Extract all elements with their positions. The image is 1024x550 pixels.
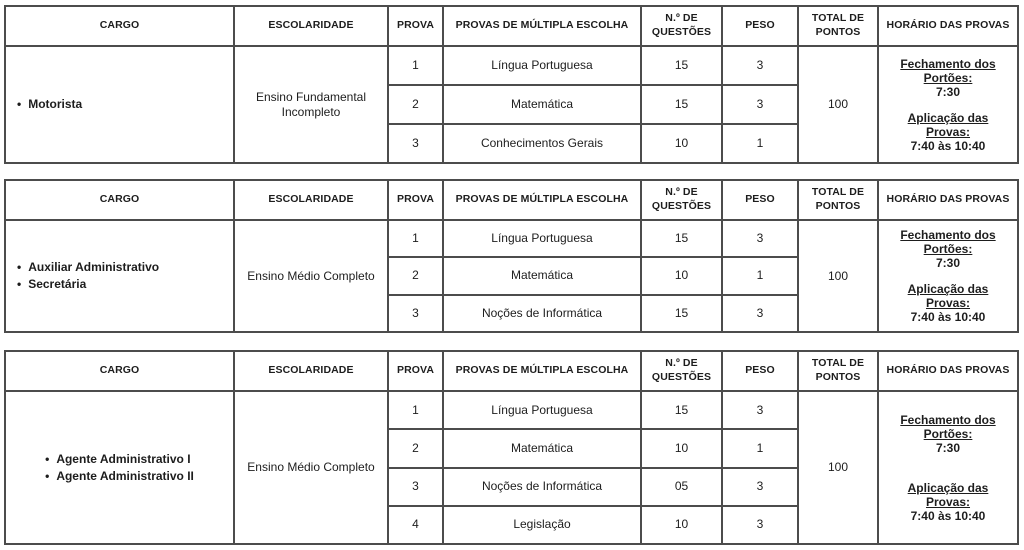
cargo-item: • Agente Administrativo I <box>45 451 194 468</box>
exam-table-agente-administrativo <box>4 350 1019 545</box>
exam-application-label: Aplicação das Provas: <box>907 282 989 310</box>
total-pontos-cell: 100 <box>798 46 878 163</box>
schedule-block <box>885 228 1011 324</box>
prova-number-cell: 3 <box>388 124 443 163</box>
gate-closing-info <box>885 413 1011 455</box>
peso-cell: 3 <box>722 468 798 506</box>
column-header-escolaridade: ESCOLARIDADE <box>234 180 388 220</box>
column-header-peso: PESO <box>722 6 798 46</box>
cargo-list <box>17 259 159 293</box>
schedule-block <box>885 413 1011 523</box>
materia-cell: Língua Portuguesa <box>443 391 641 429</box>
prova-number-cell: 2 <box>388 429 443 467</box>
materia-cell: Noções de Informática <box>443 468 641 506</box>
horario-cell <box>878 46 1018 163</box>
column-header-horario: HORÁRIO DAS PROVAS <box>878 351 1018 391</box>
questoes-cell: 15 <box>641 295 722 332</box>
header-row <box>5 180 1018 220</box>
cargo-cell <box>5 220 234 332</box>
exam-row <box>5 391 1018 429</box>
cargo-cell <box>5 391 234 544</box>
column-header-escolaridade: ESCOLARIDADE <box>234 6 388 46</box>
escolaridade-cell: Ensino Médio Completo <box>234 220 388 332</box>
peso-cell: 3 <box>722 220 798 257</box>
cargo-cell <box>5 46 234 163</box>
gate-closing-label: Fechamento dos Portões: <box>900 412 996 441</box>
exam-application-label: Aplicação das Provas: <box>907 110 989 139</box>
column-header-escolaridade: ESCOLARIDADE <box>234 351 388 391</box>
column-header-multipla-escolha: PROVAS DE MÚLTIPLA ESCOLHA <box>443 180 641 220</box>
column-header-prova: PROVA <box>388 351 443 391</box>
cargo-item: • Secretária <box>17 276 159 293</box>
column-header-cargo: CARGO <box>5 6 234 46</box>
column-header-prova: PROVA <box>388 6 443 46</box>
peso-cell: 3 <box>722 391 798 429</box>
materia-cell: Matemática <box>443 429 641 467</box>
gate-closing-label: Fechamento dos Portões: <box>900 56 996 85</box>
column-header-multipla-escolha: PROVAS DE MÚLTIPLA ESCOLHA <box>443 6 641 46</box>
gate-closing-time: 7:30 <box>935 440 961 455</box>
cargo-item: • Motorista <box>17 96 82 113</box>
questoes-cell: 10 <box>641 429 722 467</box>
exam-application-info <box>885 481 1011 523</box>
column-header-multipla-escolha: PROVAS DE MÚLTIPLA ESCOLHA <box>443 351 641 391</box>
questoes-cell: 15 <box>641 391 722 429</box>
questoes-cell: 15 <box>641 85 722 124</box>
exam-application-time: 7:40 às 10:40 <box>910 508 986 523</box>
materia-cell: Noções de Informática <box>443 295 641 332</box>
horario-cell <box>878 220 1018 332</box>
exam-table-motorista <box>4 5 1019 164</box>
column-header-cargo: CARGO <box>5 180 234 220</box>
prova-number-cell: 1 <box>388 220 443 257</box>
column-header-n-questoes: N.º DE QUESTÕES <box>641 6 722 46</box>
prova-number-cell: 3 <box>388 468 443 506</box>
gate-closing-info <box>885 228 1011 270</box>
prova-number-cell: 3 <box>388 295 443 332</box>
column-header-peso: PESO <box>722 180 798 220</box>
exam-tables-container <box>4 5 1024 545</box>
column-header-cargo: CARGO <box>5 351 234 391</box>
questoes-cell: 05 <box>641 468 722 506</box>
column-header-horario: HORÁRIO DAS PROVAS <box>878 6 1018 46</box>
header-row <box>5 351 1018 391</box>
prova-number-cell: 1 <box>388 46 443 85</box>
peso-cell: 3 <box>722 506 798 544</box>
prova-number-cell: 4 <box>388 506 443 544</box>
cargo-list <box>45 451 194 485</box>
peso-cell: 1 <box>722 429 798 467</box>
gate-closing-label: Fechamento dos Portões: <box>900 228 996 256</box>
gate-closing-info <box>885 57 1011 99</box>
materia-cell: Matemática <box>443 257 641 294</box>
column-header-n-questoes: N.º DE QUESTÕES <box>641 180 722 220</box>
cargo-item: • Agente Administrativo II <box>45 468 194 485</box>
exam-application-info <box>885 282 1011 324</box>
prova-number-cell: 2 <box>388 85 443 124</box>
column-header-horario: HORÁRIO DAS PROVAS <box>878 180 1018 220</box>
gate-closing-time: 7:30 <box>935 256 961 270</box>
peso-cell: 3 <box>722 85 798 124</box>
exam-application-time: 7:40 às 10:40 <box>910 310 986 324</box>
column-header-prova: PROVA <box>388 180 443 220</box>
schedule-block <box>885 57 1011 153</box>
column-header-n-questoes: N.º DE QUESTÕES <box>641 351 722 391</box>
exam-table-auxiliar-administrativo-secretaria <box>4 179 1019 333</box>
questoes-cell: 10 <box>641 506 722 544</box>
materia-cell: Língua Portuguesa <box>443 46 641 85</box>
escolaridade-cell: Ensino Médio Completo <box>234 391 388 544</box>
peso-cell: 3 <box>722 46 798 85</box>
exam-application-info <box>885 111 1011 153</box>
escolaridade-cell: Ensino Fundamental Incompleto <box>234 46 388 163</box>
questoes-cell: 10 <box>641 124 722 163</box>
materia-cell: Matemática <box>443 85 641 124</box>
prova-number-cell: 2 <box>388 257 443 294</box>
peso-cell: 1 <box>722 257 798 294</box>
cargo-list <box>17 96 82 113</box>
header-row <box>5 6 1018 46</box>
exam-application-time: 7:40 às 10:40 <box>910 138 986 153</box>
total-pontos-cell: 100 <box>798 391 878 544</box>
materia-cell: Língua Portuguesa <box>443 220 641 257</box>
column-header-total-pontos: TOTAL DE PONTOS <box>798 6 878 46</box>
questoes-cell: 15 <box>641 220 722 257</box>
column-header-total-pontos: TOTAL DE PONTOS <box>798 351 878 391</box>
exam-application-label: Aplicação das Provas: <box>907 480 989 509</box>
column-header-total-pontos: TOTAL DE PONTOS <box>798 180 878 220</box>
questoes-cell: 15 <box>641 46 722 85</box>
column-header-peso: PESO <box>722 351 798 391</box>
materia-cell: Legislação <box>443 506 641 544</box>
peso-cell: 3 <box>722 295 798 332</box>
gate-closing-time: 7:30 <box>935 84 961 99</box>
exam-row <box>5 46 1018 85</box>
total-pontos-cell: 100 <box>798 220 878 332</box>
materia-cell: Conhecimentos Gerais <box>443 124 641 163</box>
exam-row <box>5 220 1018 257</box>
questoes-cell: 10 <box>641 257 722 294</box>
peso-cell: 1 <box>722 124 798 163</box>
prova-number-cell: 1 <box>388 391 443 429</box>
cargo-item: • Auxiliar Administrativo <box>17 259 159 276</box>
horario-cell <box>878 391 1018 544</box>
